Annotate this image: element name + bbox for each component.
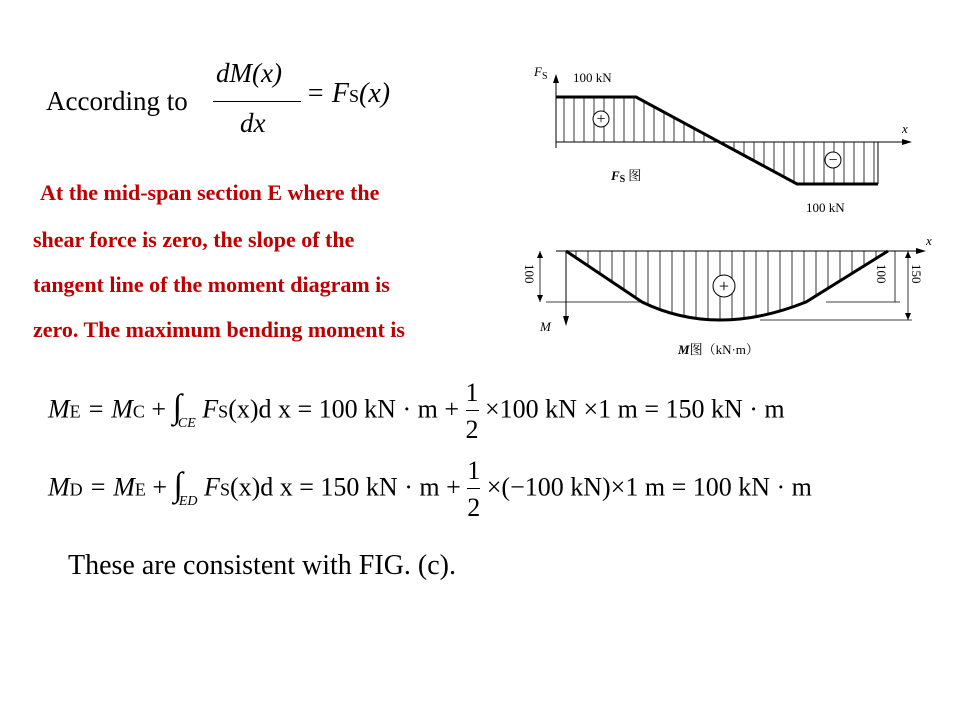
eq2-lhs: M	[48, 472, 70, 502]
m-caption-main: M	[678, 342, 690, 357]
eq1-int-sub: CE	[177, 416, 196, 432]
note-line-2: shear force is zero, the slope of the	[33, 227, 355, 252]
m-x-arrow	[916, 248, 926, 254]
fs-axis-label	[533, 64, 548, 82]
m-axis-label: M	[540, 319, 551, 334]
moment-diagram	[522, 233, 932, 357]
m-x-label: x	[926, 233, 932, 248]
fs-x-label: x	[902, 121, 908, 136]
m-plus-sign: +	[718, 276, 730, 296]
fs-minus-sign: −	[828, 152, 838, 169]
eq2-part1-sub: E	[134, 479, 146, 500]
fs-axis-sub: S	[541, 71, 548, 82]
eq1-lhs: M	[48, 394, 70, 424]
eq2-frac-num: 1	[467, 458, 480, 489]
eq1-part1: = M	[87, 394, 133, 424]
m-right-inner-value: 100	[874, 264, 889, 284]
eq2-plus: +	[152, 472, 168, 502]
rhs-tail: (x)	[359, 78, 391, 109]
derivative-numerator: dM(x)	[216, 58, 282, 88]
conclusion-text: These are consistent with FIG. (c).	[68, 550, 456, 581]
eq1-tail: ×100 kN ×1 m = 150 kN · m	[485, 394, 785, 424]
m-right-outer-value: 150	[909, 264, 924, 284]
eq1-plus: +	[151, 394, 167, 424]
fs-caption	[610, 168, 641, 185]
eq2-integrand-sub: S	[219, 479, 230, 500]
eq1-integrand: F	[202, 394, 219, 424]
fs-x-arrow	[902, 139, 912, 145]
fs-axis-letter: F	[534, 64, 542, 79]
eq1-integrand-sub: S	[218, 401, 229, 422]
eq1-frac-num: 1	[466, 380, 479, 411]
m-left-dim-arrow-bottom	[537, 295, 543, 302]
m-left-value: 100	[522, 264, 537, 284]
eq2-tail: ×(−100 kN)×1 m = 100 kN · m	[486, 472, 812, 502]
note-line-3: tangent line of the moment diagram is	[33, 272, 390, 297]
derivative-denominator: dx	[240, 108, 266, 138]
eq2-part1: = M	[89, 472, 135, 502]
eq1-part1-sub: C	[132, 401, 145, 422]
eq1-frac-den: 2	[465, 415, 479, 444]
eq1-lhs-sub: E	[69, 401, 81, 422]
m-right-dim-arrow-top	[905, 251, 911, 258]
m-right-dim-arrow-bottom	[905, 313, 911, 320]
fs-caption-tail: 图	[628, 168, 642, 183]
fs-caption-sub: S	[619, 174, 626, 185]
according-to-text: According to	[46, 86, 188, 116]
fs-caption-main: F	[611, 168, 620, 183]
rhs-lead: = F	[306, 78, 349, 109]
eq2-integrand-tail: (x)d x = 150 kN · m +	[229, 472, 461, 502]
integral-sign: ∫	[172, 388, 182, 426]
fs-axis-arrow	[553, 74, 559, 83]
fs-top-value: 100 kN	[573, 70, 612, 85]
eq2-frac-den: 2	[467, 493, 481, 522]
rhs-sub: S	[349, 86, 360, 106]
note-line-4: zero. The maximum bending moment is	[33, 317, 405, 342]
m-caption-tail: 图（kN·m）	[689, 342, 759, 357]
eq2-integrand: F	[204, 472, 220, 502]
note-line-1: At the mid-span section E where the	[40, 180, 380, 205]
eq2-int-sub: ED	[178, 494, 198, 510]
m-caption	[677, 342, 759, 357]
eq2-lhs-sub: D	[69, 479, 83, 500]
m-axis-arrow	[563, 316, 569, 326]
shear-force-diagram	[533, 64, 912, 215]
fs-bottom-value: 100 kN	[806, 200, 845, 215]
m-left-dim-arrow-top	[537, 251, 543, 258]
fs-plus-sign: +	[596, 111, 606, 128]
integral-sign: ∫	[173, 466, 183, 504]
eq1-integrand-tail: (x)d x = 100 kN · m +	[228, 394, 459, 424]
